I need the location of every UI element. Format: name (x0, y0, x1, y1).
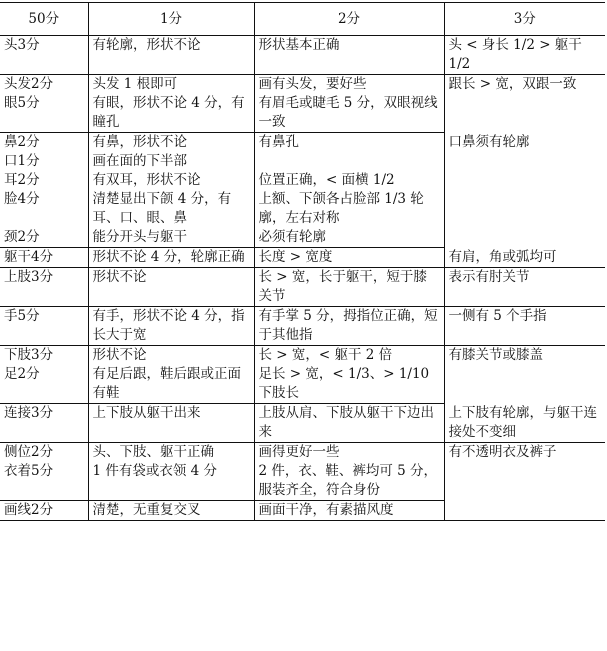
one-point-cell: 能分开头与躯干 (88, 228, 254, 248)
one-point-cell: 画在面的下半部 (88, 152, 254, 171)
item-cell: 下肢3分 (4, 347, 54, 363)
two-point-cell: 有鼻孔 (254, 133, 444, 153)
item-cell: 躯干4分 (0, 248, 88, 268)
three-point-cell: 上下肢有轮廓，与躯干连接处不变细 (444, 404, 605, 443)
item-cell: 头发2分 (4, 76, 54, 92)
two-point-cell: 形状基本正确 (254, 36, 444, 75)
two-point-cell: 有手掌 5 分，拇指位正确，短于其他指 (254, 307, 444, 346)
header-row (0, 3, 605, 36)
item-cell: 上肢3分 (0, 268, 88, 307)
scoring-table (0, 2, 605, 521)
table-row (0, 36, 605, 75)
three-point-cell (444, 501, 605, 521)
item-cell: 画线2分 (0, 501, 88, 521)
three-point-cell: 一侧有 5 个手指 (444, 307, 605, 346)
three-point-cell: 有肩，角或弧均可 (444, 248, 605, 268)
two-point-cell: 长度 > 宽度 (254, 248, 444, 268)
one-point-cell: 有眼，形状不论 4 分，有瞳孔 (88, 94, 254, 133)
item-cell: 侧位2分 (4, 444, 54, 460)
two-point-cell: 上额、下颌各占脸部 1/3 轮廓，左右对称 (254, 190, 444, 228)
three-point-cell: 有不透明衣及裤子 (444, 443, 605, 501)
two-point-cell: 有眉毛或睫毛 5 分，双眼视线一致 (254, 94, 444, 133)
table-row (0, 501, 605, 521)
three-point-cell: 有膝关节或膝盖 (444, 346, 605, 404)
table-row (0, 133, 605, 153)
item-cell: 耳2分 (4, 172, 40, 188)
item-cell: 手5分 (0, 307, 88, 346)
one-point-cell: 有手，形状不论 4 分，指长大于宽 (88, 307, 254, 346)
item-cell: 头3分 (0, 36, 88, 75)
one-point-cell: 清楚显出下颌 4 分，有耳、口、眼、鼻 (88, 190, 254, 228)
item-cell: 连接3分 (0, 404, 88, 443)
one-point-cell: 有鼻，形状不论 (88, 133, 254, 153)
header-1pt: 1分 (88, 3, 254, 36)
one-point-cell: 清楚，无重复交叉 (88, 501, 254, 521)
two-point-cell: 位置正确，< 面横 1/2 (254, 171, 444, 190)
three-point-cell: 口鼻须有轮廓 (444, 133, 605, 248)
one-point-cell: 上下肢从躯干出来 (88, 404, 254, 443)
item-cell: 颈2分 (0, 228, 88, 248)
item-cell: 眼5分 (0, 94, 88, 133)
one-point-cell: 有双耳，形状不论 (88, 171, 254, 190)
two-point-cell: 足长 > 宽，< 1/3、> 1/10 下肢长 (254, 365, 444, 404)
table-row (0, 307, 605, 346)
one-point-cell: 头发 1 根即可 (88, 75, 254, 95)
one-point-cell: 1 件有袋或衣领 4 分 (88, 462, 254, 501)
three-point-cell: 表示有肘关节 (444, 268, 605, 307)
table-row (0, 443, 605, 463)
item-cell: 口1分 (4, 153, 40, 169)
header-3pt: 3分 (444, 3, 605, 36)
table-row (0, 268, 605, 307)
table-row (0, 404, 605, 443)
item-cell: 衣着5分 (0, 462, 88, 501)
one-point-cell: 形状不论 (88, 268, 254, 307)
table-row (0, 75, 605, 95)
two-point-cell: 画得更好一些 (254, 443, 444, 463)
header-2pt: 2分 (254, 3, 444, 36)
two-point-cell: 长 > 宽，< 躯干 2 倍 (254, 346, 444, 366)
one-point-cell: 形状不论 4 分，轮廓正确 (88, 248, 254, 268)
header-item: 50分 (0, 3, 88, 36)
one-point-cell: 形状不论 (88, 346, 254, 366)
two-point-cell: 长 > 宽，长于躯干，短于膝关节 (254, 268, 444, 307)
two-point-cell: 必须有轮廓 (254, 228, 444, 248)
item-cell: 鼻2分 (4, 134, 40, 150)
three-point-cell: 头 < 身长 1/2 > 躯干 1/2 (444, 36, 605, 75)
two-point-cell: 上肢从肩、下肢从躯干下边出来 (254, 404, 444, 443)
two-point-cell: 画面干净，有素描风度 (254, 501, 444, 521)
two-point-cell (254, 152, 444, 171)
one-point-cell: 有轮廓，形状不论 (88, 36, 254, 75)
two-point-cell: 画有头发，要好些 (254, 75, 444, 95)
three-point-cell: 跟长 > 宽，双跟一致 (444, 75, 605, 133)
one-point-cell: 头、下肢、躯干正确 (88, 443, 254, 463)
table-row (0, 248, 605, 268)
one-point-cell: 有足后跟，鞋后跟或正面有鞋 (88, 365, 254, 404)
two-point-cell: 2 件，衣、鞋、裤均可 5 分，服装齐全，符合身份 (254, 462, 444, 501)
table-row (0, 346, 605, 366)
item-cell: 脸4分 (4, 191, 40, 207)
item-cell: 足2分 (0, 365, 88, 404)
